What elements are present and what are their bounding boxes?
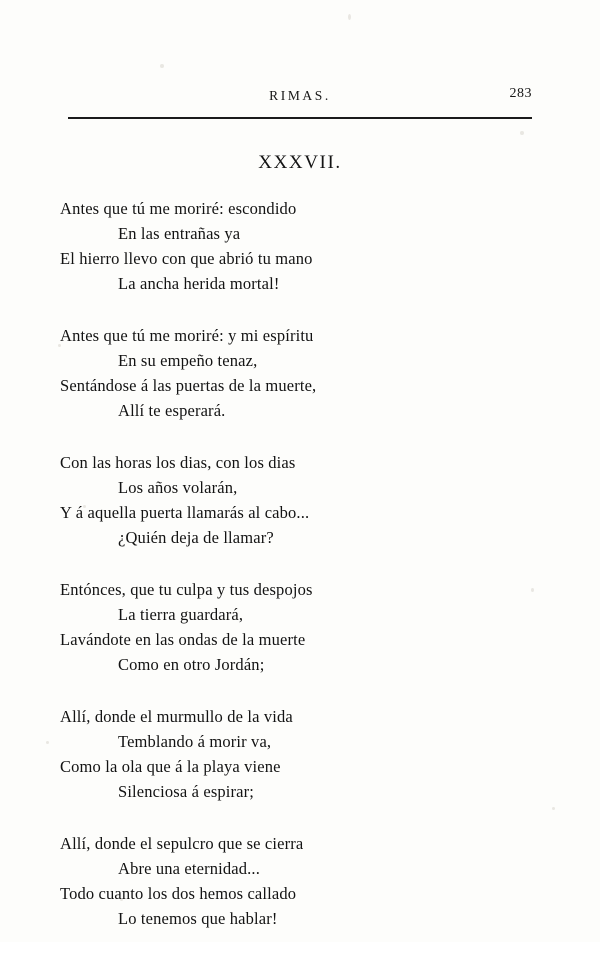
poem-line: Antes que tú me moriré: escondido bbox=[60, 199, 297, 218]
poem-line: En las entrañas ya bbox=[118, 224, 241, 243]
poem-line: Como en otro Jordán; bbox=[118, 655, 265, 674]
stanza bbox=[60, 831, 540, 931]
poem-line: Los años volarán, bbox=[118, 478, 238, 497]
poem-line: Y á aquella puerta llamarás al cabo... bbox=[60, 503, 310, 522]
paper-speck bbox=[160, 64, 164, 68]
poem-line: Lo tenemos que hablar! bbox=[118, 909, 278, 928]
poem-line: Todo cuanto los dos hemos callado bbox=[60, 884, 297, 903]
stanza bbox=[60, 196, 540, 296]
poem-line: Lavándote en las ondas de la muerte bbox=[60, 630, 306, 649]
header-rule bbox=[68, 117, 532, 119]
poem-body bbox=[60, 196, 540, 958]
paper-speck bbox=[520, 131, 524, 135]
poem-line: En su empeño tenaz, bbox=[118, 351, 258, 370]
poem-line: Como la ola que á la playa viene bbox=[60, 757, 281, 776]
paper-speck bbox=[552, 807, 555, 810]
poem-line: La ancha herida mortal! bbox=[118, 274, 280, 293]
stanza bbox=[60, 450, 540, 550]
poem-line: ¿Quién deja de llamar? bbox=[118, 528, 274, 547]
poem-line: La tierra guardará, bbox=[118, 605, 244, 624]
paper-speck bbox=[46, 741, 49, 744]
stanza bbox=[60, 323, 540, 423]
page-number: 283 bbox=[509, 86, 532, 101]
poem-line: Antes que tú me moriré: y mi espíritu bbox=[60, 326, 314, 345]
paper-speck bbox=[348, 14, 351, 20]
poem-line: Allí te esperará. bbox=[118, 401, 226, 420]
poem-line: Allí, donde el sepulcro que se cierra bbox=[60, 834, 304, 853]
poem-line: Con las horas los dias, con los dias bbox=[60, 453, 296, 472]
poem-line: Sentándose á las puertas de la muerte, bbox=[60, 376, 317, 395]
stanza bbox=[60, 704, 540, 804]
running-head bbox=[70, 88, 530, 110]
poem-line: Allí, donde el murmullo de la vida bbox=[60, 707, 293, 726]
poem-line: Temblando á morir va, bbox=[118, 732, 272, 751]
poem-line: El hierro llevo con que abrió tu mano bbox=[60, 249, 313, 268]
poem-line: Abre una eternidad... bbox=[118, 859, 260, 878]
running-head-title: RIMAS. bbox=[269, 88, 331, 103]
poem-line: Entónces, que tu culpa y tus despojos bbox=[60, 580, 313, 599]
poem-number: XXXVII. bbox=[258, 152, 342, 173]
poem-line: Silenciosa á espirar; bbox=[118, 782, 255, 801]
stanza bbox=[60, 577, 540, 677]
